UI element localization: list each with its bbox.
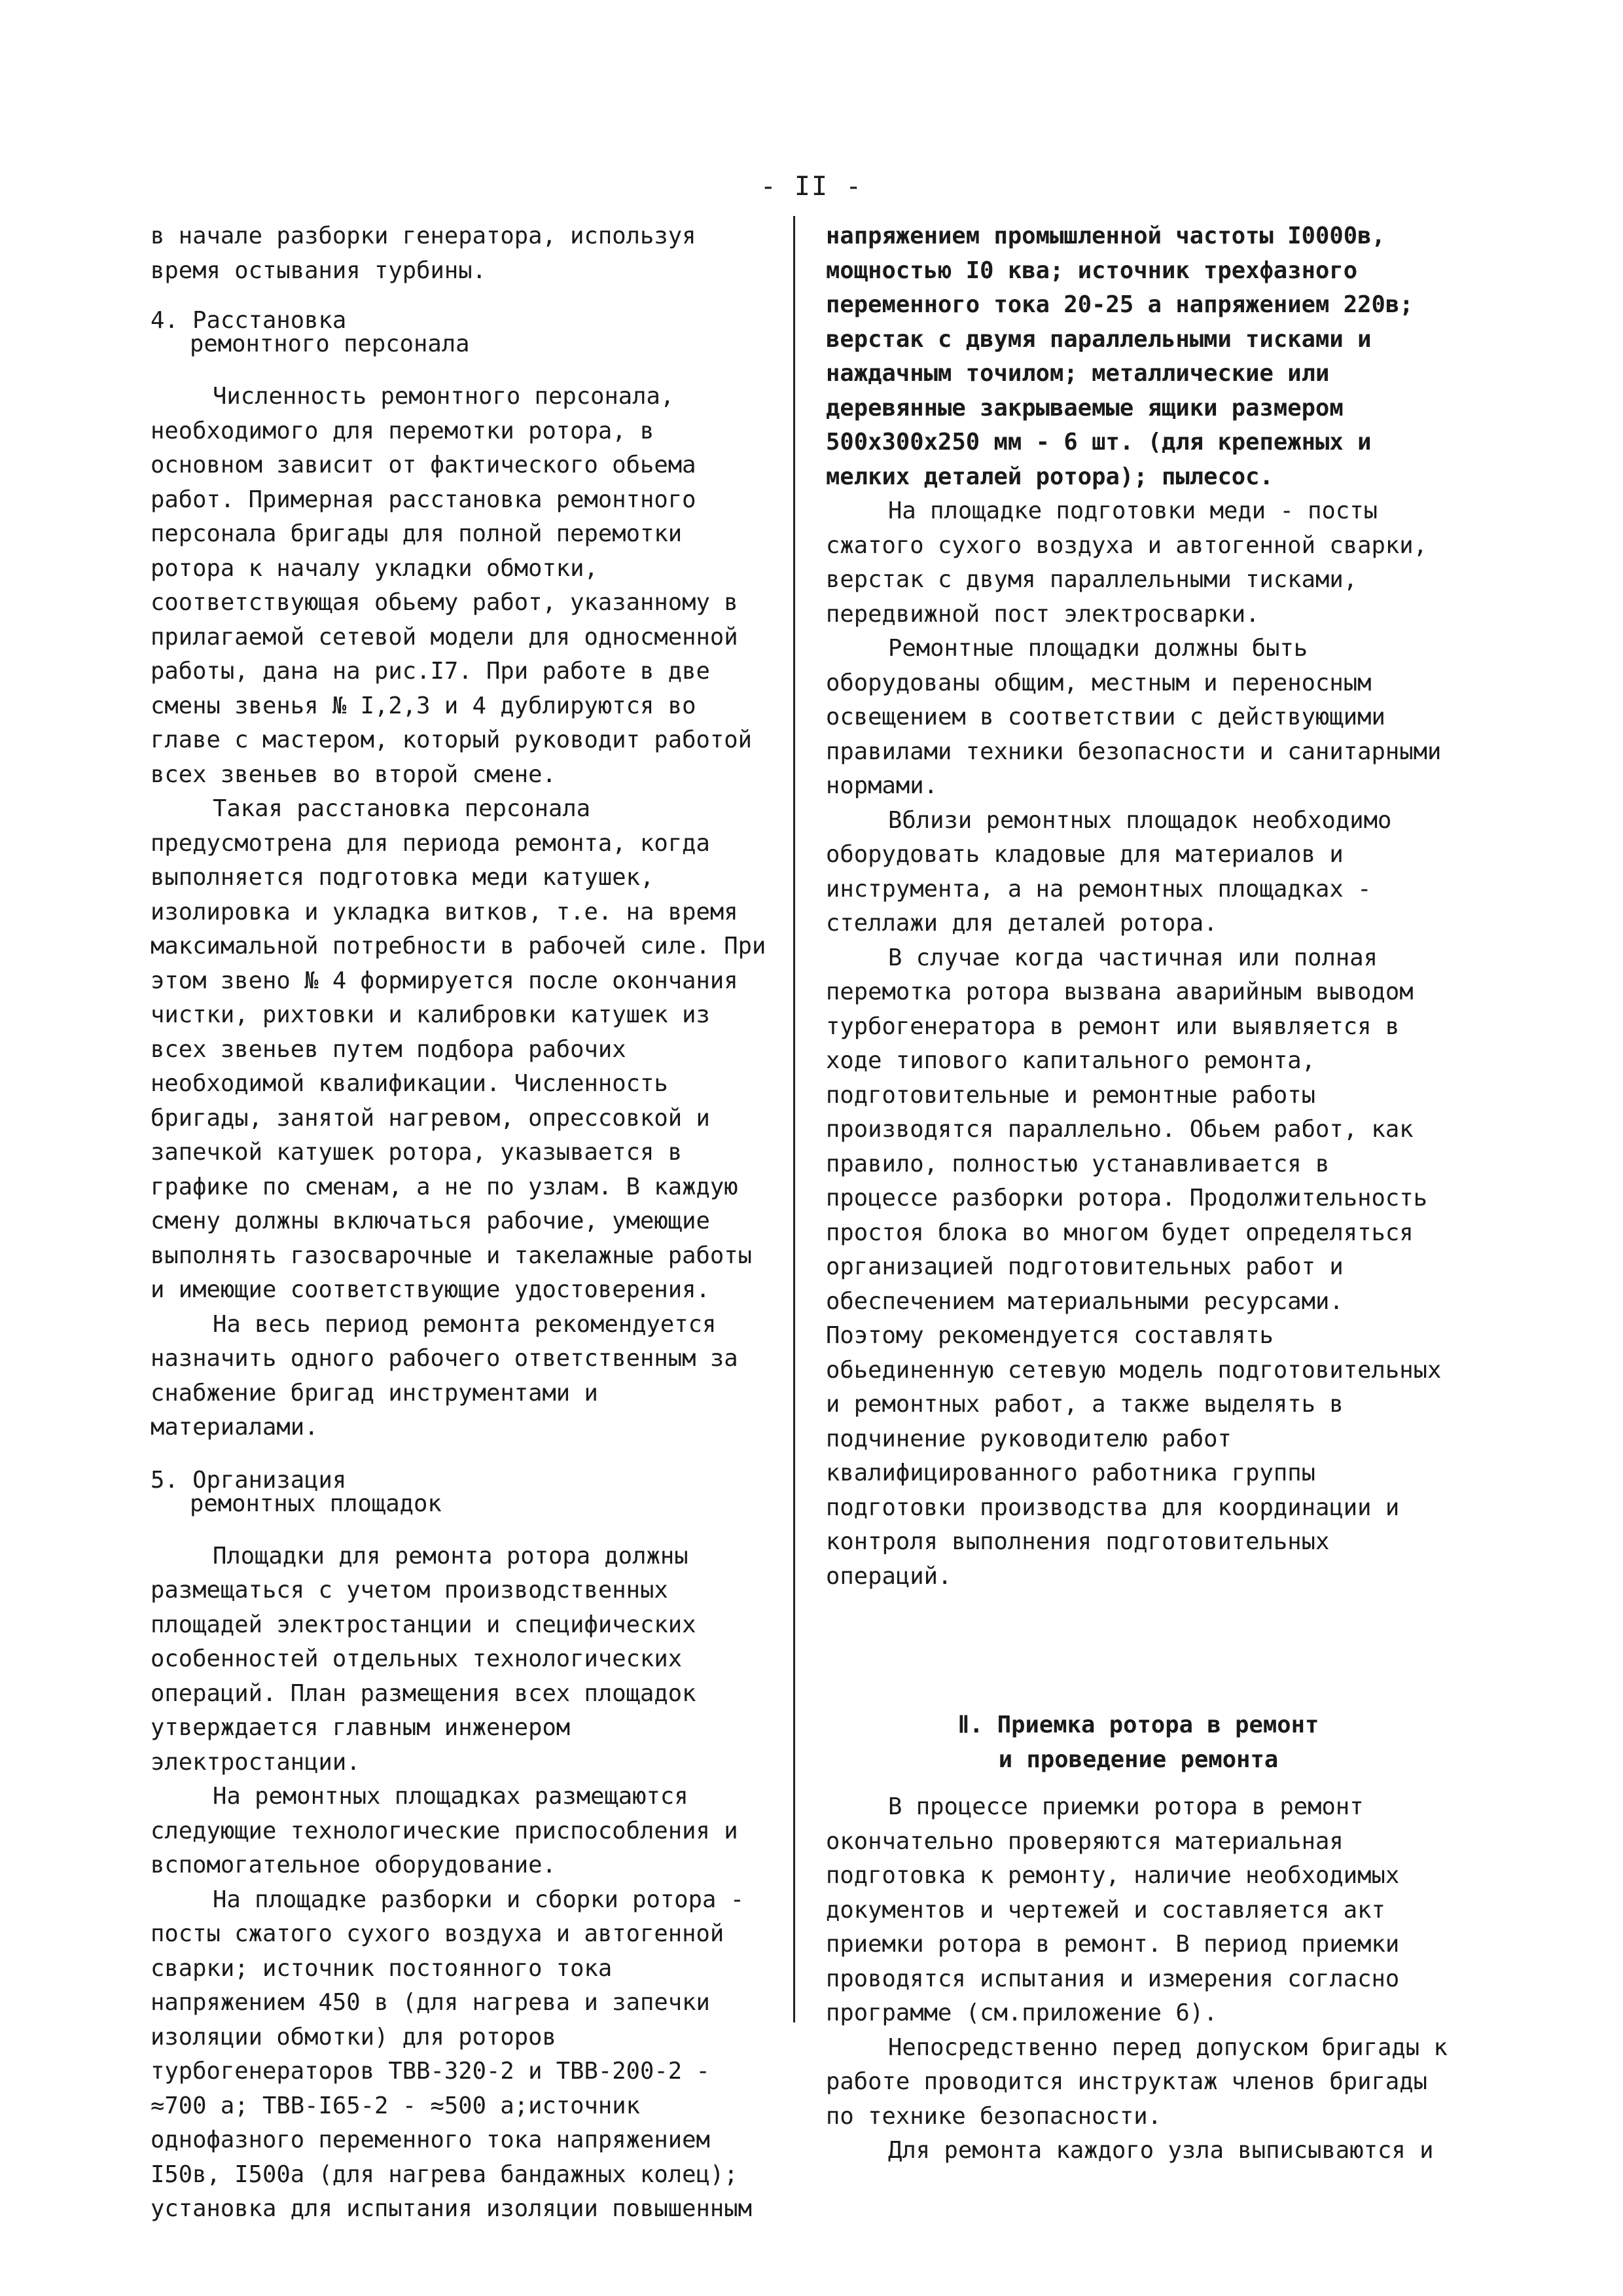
section-5-heading-line2: ремонтных площадок	[190, 1490, 442, 1517]
section-5-heading	[151, 1466, 776, 1517]
section-5-paragraph-3: На площадке разборки и сборки ротора - посты сжатого сухого воздуха и автогенной сварки; источник постоянного тока напряжением 450 в (для нагрева и запечки изоляции обмотки) для роторов турбогенераторов ТВВ-320-2 и ТВВ-200-2 - ≈700 а; ТВВ-I65-2 - ≈500 а;источник однофазного переменного тока напряжением I50в, I500а (для нагрева бандажных колец); установка для испытания изоляции повышенным	[151, 1886, 753, 2222]
part-2-heading	[826, 1708, 1451, 1777]
section-5-paragraph-2: На ремонтных площадках размещаются следующие технологические приспособления и вспомогательное оборудование.	[151, 1783, 738, 1878]
section-4-heading-line2: ремонтного персонала	[190, 331, 470, 357]
section-4-paragraph-2: Такая расстановка персонала предусмотрена для периода ремонта, когда выполняется подготовка меди катушек, изолировка и укладка витков, т.е. на время максимальной потребности в рабочей силе. При этом звено № 4 формируется после окончания чистки, рихтовки и калибровки катушек из всех звеньев путем подбора рабочих необходимой квалификации. Численность бригады, занятой нагревом, опрессовкой и запечкой катушек ротора, указывается в графике по сменам, а не по узлам. В каждую смену должны включаться рабочие, умеющие выполнять газосварочные и такелажные работы и имеющие соответствующие удостоверения.	[151, 795, 766, 1303]
part-2-heading-line2: и проведение ремонта	[998, 1746, 1279, 1773]
emergency-paragraph: В случае когда частичная или полная перемотка ротора вызвана аварийным выводом турбогенератора в ремонт или выявляется в ходе типового капитального ремонта, подготовительные и ремонтные работы производятся параллельно. Обьем работ, как правило, полностью устанавливается в процессе разборки ротора. Продолжительность простоя блока во многом будет определяться организацией подготовительных работ и обеспечением материальными ресурсами. Поэтому рекомендуется составлять обьединенную сетевую модель подготовительных и ремонтных работ, а также выделять в подчинение руководителю работ квалифицированного работника группы подготовки производства для координации и контроля выполнения подготовительных операций.	[826, 944, 1442, 1590]
intro-paragraph: в начале разборки генератора, используя время остывания турбины.	[151, 223, 696, 284]
section-4-heading	[151, 309, 776, 356]
page-number: - II -	[760, 171, 863, 202]
left-column	[151, 219, 776, 2227]
part-2-paragraph-1: В процессе приемки ротора в ремонт окончательно проверяются материальная подготовка к ремонту, наличие необходимых документов и чертежей и составляется акт приемки ротора в ремонт. В период приемки проводятся испытания и измерения согласно программе (см.приложение 6).	[826, 1793, 1400, 2026]
column-divider	[793, 216, 795, 2022]
section-5-paragraph-1: Площадки для ремонта ротора должны размещаться с учетом производственных площадей электростанции и специфических особенностей отдельных технологических операций. План размещения всех площадок утверждается главным инженером электростанции.	[151, 1542, 696, 1776]
equipment-continued-paragraph: напряжением промышленной частоты I0000в, мощностью I0 ква; источник трехфазного переменного тока 20-25 а напряжением 220в; верстак с двумя параллельными тисками и наждачным точилом; металлические или деревянные закрываемые ящики размером 500х300х250 мм - 6 шт. (для крепежных и мелких деталей ротора); пылесос.	[826, 223, 1414, 490]
part-2-heading-line1: Ⅱ. Приемка ротора в ремонт	[957, 1712, 1319, 1738]
section-4-paragraph-3: На весь период ремонта рекомендуется назначить одного рабочего ответственным за снабжение бригад инструментами и материалами.	[151, 1310, 738, 1441]
part-2-paragraph-2: Непосредственно перед допуском бригады к работе проводится инструктаж членов бригады по технике безопасности.	[826, 2034, 1448, 2130]
right-column	[826, 219, 1451, 2168]
storage-paragraph: Вблизи ремонтных площадок необходимо оборудовать кладовые для материалов и инструмента, а на ремонтных площадках - стеллажи для деталей ротора.	[826, 806, 1392, 937]
section-5-heading-line1: 5. Организация	[151, 1466, 347, 1494]
copper-area-paragraph: На площадке подготовки меди - посты сжатого сухого воздуха и автогенной сварки, верстак с двумя параллельными тисками, передвижной пост электросварки.	[826, 497, 1428, 628]
section-4-paragraph-1: Численность ремонтного персонала, необходимого для перемотки ротора, в основном зависит от фактического обьема работ. Примерная расстановка ремонтного персонала бригады для полной перемотки ротора к началу укладки обмотки, соответствующая обьему работ, указанному в прилагаемой сетевой модели для односменной работы, дана на рис.I7. При работе в две смены звенья № I,2,3 и 4 дублируются во главе с мастером, который руководит работой всех звеньев во второй смене.	[151, 383, 753, 788]
lighting-paragraph: Ремонтные площадки должны быть оборудованы общим, местным и переносным освещением в соответствии с действующими правилами техники безопасности и санитарными нормами.	[826, 635, 1442, 799]
part-2-paragraph-3: Для ремонта каждого узла выписываются и	[888, 2137, 1434, 2164]
section-4-heading-line1: 4. Расстановка	[151, 307, 347, 334]
